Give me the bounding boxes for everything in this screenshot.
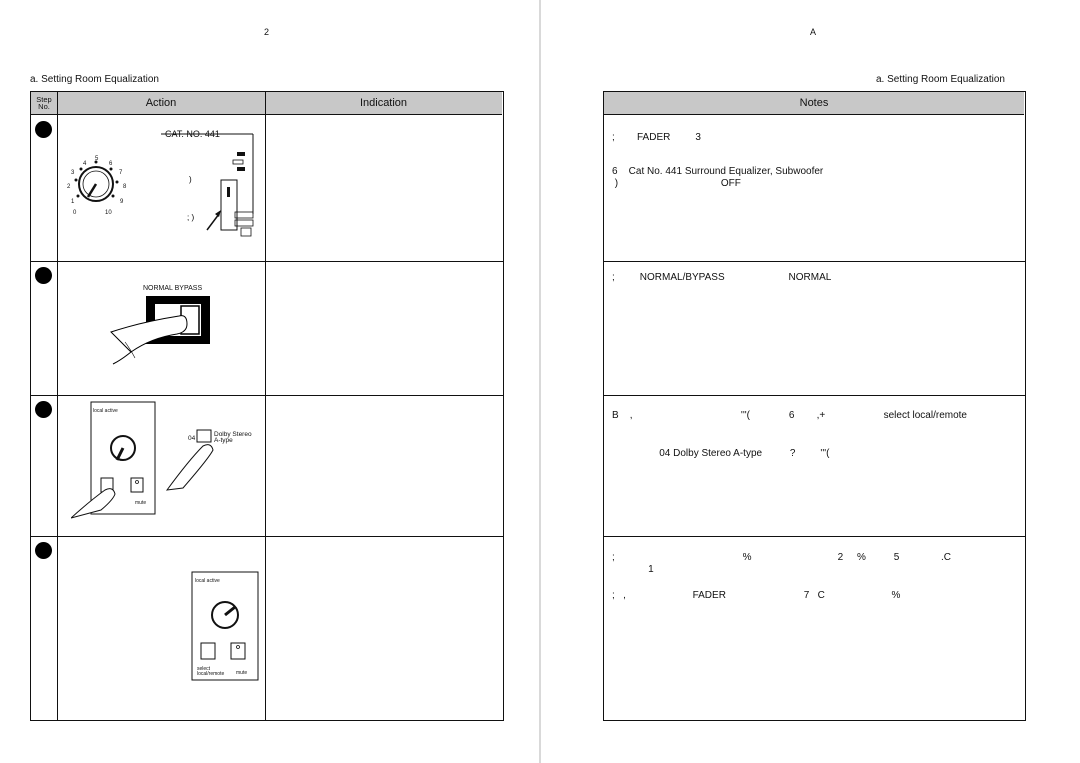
dial-tick-6: 6	[109, 161, 113, 167]
action-header: Action	[57, 92, 265, 115]
select-remote-label: select local/remote	[197, 666, 225, 677]
dial-tick-10: 10	[105, 210, 112, 216]
dial-tick-1: 1	[71, 199, 75, 205]
step-no-header: Step No.	[31, 92, 57, 115]
note-line: ) OFF	[612, 178, 741, 189]
dial-tick-0: 0	[73, 210, 77, 216]
dial-tick-4: 4	[83, 161, 87, 167]
svg-text:; ): ; )	[187, 213, 195, 222]
code-04-label: 04	[188, 435, 196, 442]
left-page	[0, 0, 539, 763]
dial-tick-9: 9	[120, 199, 124, 205]
row-divider	[31, 395, 503, 396]
mute-label: mute	[236, 670, 248, 676]
section-title: a. Setting Room Equalization	[876, 74, 1005, 85]
row-divider	[604, 261, 1025, 262]
step-bullet	[35, 401, 52, 418]
step-bullet	[35, 542, 52, 559]
local-active-label: local active	[93, 408, 118, 414]
local-active-label: local active	[195, 578, 220, 584]
procedure-table	[30, 91, 504, 721]
note-line: B , '''( 6 ,+ select local/remote	[612, 410, 967, 421]
note-line: ; FADER 3	[612, 132, 701, 143]
equalizer-dial-illustration	[61, 122, 261, 252]
indication-header: Indication	[265, 92, 502, 115]
row-divider	[604, 536, 1025, 537]
note-line: 04 Dolby Stereo A-type ? '''(	[612, 448, 830, 459]
notes-table	[603, 91, 1026, 721]
cat-no-label: CAT. NO. 441	[165, 129, 220, 139]
dial-tick-2: 2	[67, 184, 71, 190]
dolby-stereo-label: Dolby Stereo	[214, 431, 252, 438]
note-line: ; NORMAL/BYPASS NORMAL	[612, 272, 832, 283]
page-number: A	[810, 27, 817, 37]
remote-panel-illustration	[71, 400, 261, 530]
step-bullet	[35, 121, 52, 138]
step-bullet	[35, 267, 52, 284]
a-type-label: A-type	[214, 437, 233, 444]
normal-bypass-label: NORMAL BYPASS	[143, 285, 203, 292]
section-title: a. Setting Room Equalization	[30, 74, 159, 85]
column-divider	[57, 92, 58, 720]
note-line: ; , FADER 7 C %	[612, 590, 901, 601]
page-number: 2	[264, 27, 270, 37]
dial-tick-3: 3	[71, 170, 75, 176]
normal-bypass-switch-illustration	[101, 292, 241, 367]
column-divider	[265, 92, 266, 720]
row-divider	[31, 261, 503, 262]
notes-header: Notes	[604, 92, 1024, 115]
note-line: ; % 2 % 5 .C	[612, 552, 951, 563]
svg-text:): )	[189, 175, 192, 184]
note-line: 6 Cat No. 441 Surround Equalizer, Subwoofer	[612, 166, 824, 177]
dial-tick-5: 5	[95, 156, 99, 162]
note-line: 1	[612, 564, 654, 575]
dial-tick-8: 8	[123, 184, 127, 190]
mute-label: mute	[135, 500, 147, 506]
row-divider	[604, 395, 1025, 396]
row-divider	[31, 536, 503, 537]
right-page	[541, 0, 1080, 763]
dial-tick-7: 7	[119, 170, 123, 176]
